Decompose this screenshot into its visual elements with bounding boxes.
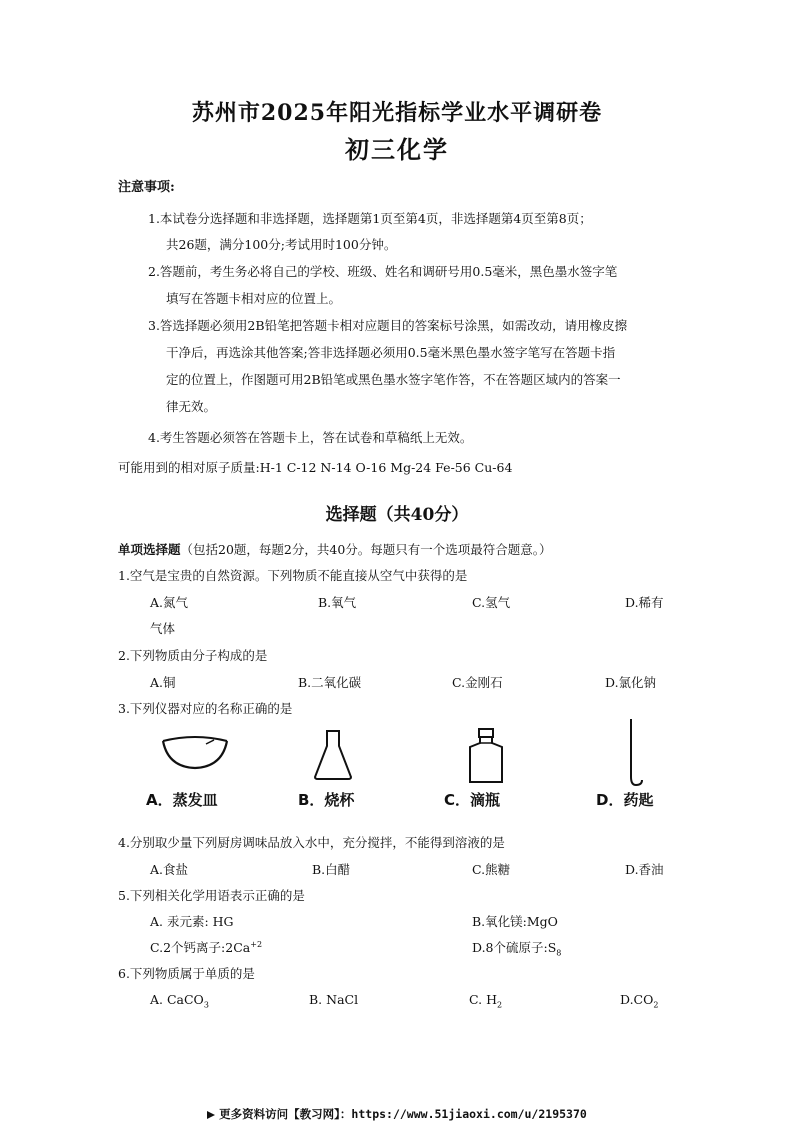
- notice-item-3-line-1: 3.答选择题必须用2B铅笔把答题卡相对应题目的答案标号涂黑，如需改动，请用橡皮擦: [148, 318, 628, 333]
- instrument-c-caption: C．滴瓶: [444, 791, 501, 809]
- question-6-option-a[interactable]: [150, 992, 209, 1010]
- question-5-stem: 5.下列相关化学用语表示正确的是: [118, 888, 305, 903]
- notice-heading: 注意事项:: [118, 180, 175, 195]
- notice-item-2-line-2: 填写在答题卡相对应的位置上。: [166, 291, 342, 306]
- question-6-option-c-text: C. H: [469, 992, 497, 1007]
- question-4-option-b[interactable]: B.白醋: [312, 862, 351, 877]
- footer-link[interactable]: [0, 1106, 794, 1122]
- question-2-option-c[interactable]: C.金刚石: [452, 675, 503, 690]
- question-6-option-c-subscript: 2: [496, 1000, 503, 1010]
- notice-item-2-line-1: 2.答题前，考生务必将自己的学校、班级、姓名和调研号用0.5毫米，黑色墨水签字笔: [148, 264, 618, 279]
- question-1-option-d-continued: 气体: [150, 621, 176, 636]
- flag-icon: [207, 1111, 215, 1119]
- footer-text: 更多资料访问【教习网】：https://www.51jiaoxi.com/u/2195370: [219, 1107, 587, 1121]
- question-5-option-c-charge: +2: [250, 939, 263, 949]
- question-5-option-b[interactable]: B.氧化镁:MgO: [472, 914, 558, 929]
- question-1-option-b[interactable]: B.氧气: [318, 595, 357, 610]
- question-5-option-c-text: C.2个钙离子:2Ca: [150, 940, 251, 955]
- instrument-d-caption: D．药匙: [596, 791, 654, 809]
- instrument-b-caption: B．烧杯: [298, 791, 355, 809]
- question-1-option-d[interactable]: D.稀有: [625, 595, 664, 610]
- question-6-option-d-text: D.CO: [620, 992, 654, 1007]
- question-4-option-d[interactable]: D.香油: [625, 862, 664, 877]
- notice-item-3-line-3: 定的位置上，作图题可用2B铅笔或黑色墨水签字笔作答，不在答题区域内的答案一: [166, 372, 621, 387]
- question-4-option-a[interactable]: A.食盐: [150, 862, 189, 877]
- question-6-stem: 6.下列物质属于单质的是: [118, 966, 255, 981]
- question-6-option-d-subscript: 2: [653, 1000, 659, 1010]
- question-5-option-c[interactable]: [150, 938, 262, 956]
- evaporating-dish-icon[interactable]: [160, 735, 230, 775]
- question-3-instruments: [0, 735, 794, 807]
- instrument-a-caption: A．蒸发皿: [146, 791, 218, 809]
- question-5-option-d-text: D.8个硫原子:S: [472, 940, 557, 955]
- question-5-option-a[interactable]: A. 汞元素: HG: [150, 914, 234, 929]
- notice-item-3-line-2: 干净后，再选涂其他答案;答非选择题必须用0.5毫米黑色墨水签字笔写在答题卡指: [166, 345, 616, 360]
- question-5-option-d-subscript: 8: [556, 948, 562, 958]
- spatula-icon[interactable]: [622, 717, 646, 793]
- dropper-bottle-icon[interactable]: [466, 727, 506, 789]
- section-intro-text: （包括20题，每题2分，共40分。每题只有一个选项最符合题意。）: [180, 542, 552, 557]
- conical-flask-icon[interactable]: [312, 729, 354, 785]
- question-6-option-b[interactable]: B. NaCl: [309, 992, 359, 1007]
- exam-subtitle: 初三化学: [345, 135, 449, 164]
- question-1-stem: 1.空气是宝贵的自然资源。下列物质不能直接从空气中获得的是: [118, 568, 468, 583]
- question-2-option-d[interactable]: D.氯化钠: [605, 675, 657, 690]
- question-1-option-c[interactable]: C.氢气: [472, 595, 511, 610]
- notice-item-1-line-1: 1.本试卷分选择题和非选择题，选择题第1页至第4页，非选择题第4页至第8页；: [148, 211, 592, 226]
- question-1-option-a[interactable]: A.氮气: [150, 595, 189, 610]
- atomic-masses: 可能用到的相对原子质量:H-1 C-12 N-14 O-16 Mg-24 Fe-56 Cu-64: [118, 460, 513, 475]
- question-2-option-b[interactable]: B.二氧化碳: [298, 675, 362, 690]
- question-4-option-c[interactable]: C.熊糖: [472, 862, 511, 877]
- notice-item-3-line-4: 律无效。: [166, 399, 217, 414]
- question-6-option-d[interactable]: [620, 992, 658, 1010]
- question-6-option-a-text: A. CaCO: [150, 992, 204, 1007]
- question-4-stem: 4.分别取少量下列厨房调味品放入水中，充分搅拌，不能得到溶液的是: [118, 835, 505, 850]
- notice-item-1-line-2: 共26题，满分100分;考试用时100分钟。: [166, 237, 397, 252]
- section-title: 选择题（共40分）: [325, 505, 469, 525]
- section-intro: [118, 540, 552, 558]
- question-6-option-c[interactable]: [469, 992, 502, 1010]
- question-5-option-d[interactable]: [472, 938, 561, 958]
- question-2-stem: 2.下列物质由分子构成的是: [118, 648, 268, 663]
- section-intro-label: 单项选择题: [118, 542, 181, 557]
- question-6-option-a-subscript: 3: [203, 1000, 209, 1010]
- question-2-option-a[interactable]: A.铜: [150, 675, 176, 690]
- notice-item-4: 4.考生答题必须答在答题卡上，答在试卷和草稿纸上无效。: [148, 430, 473, 445]
- exam-title: 苏州市2025年阳光指标学业水平调研卷: [191, 100, 603, 126]
- question-3-stem: 3.下列仪器对应的名称正确的是: [118, 701, 293, 716]
